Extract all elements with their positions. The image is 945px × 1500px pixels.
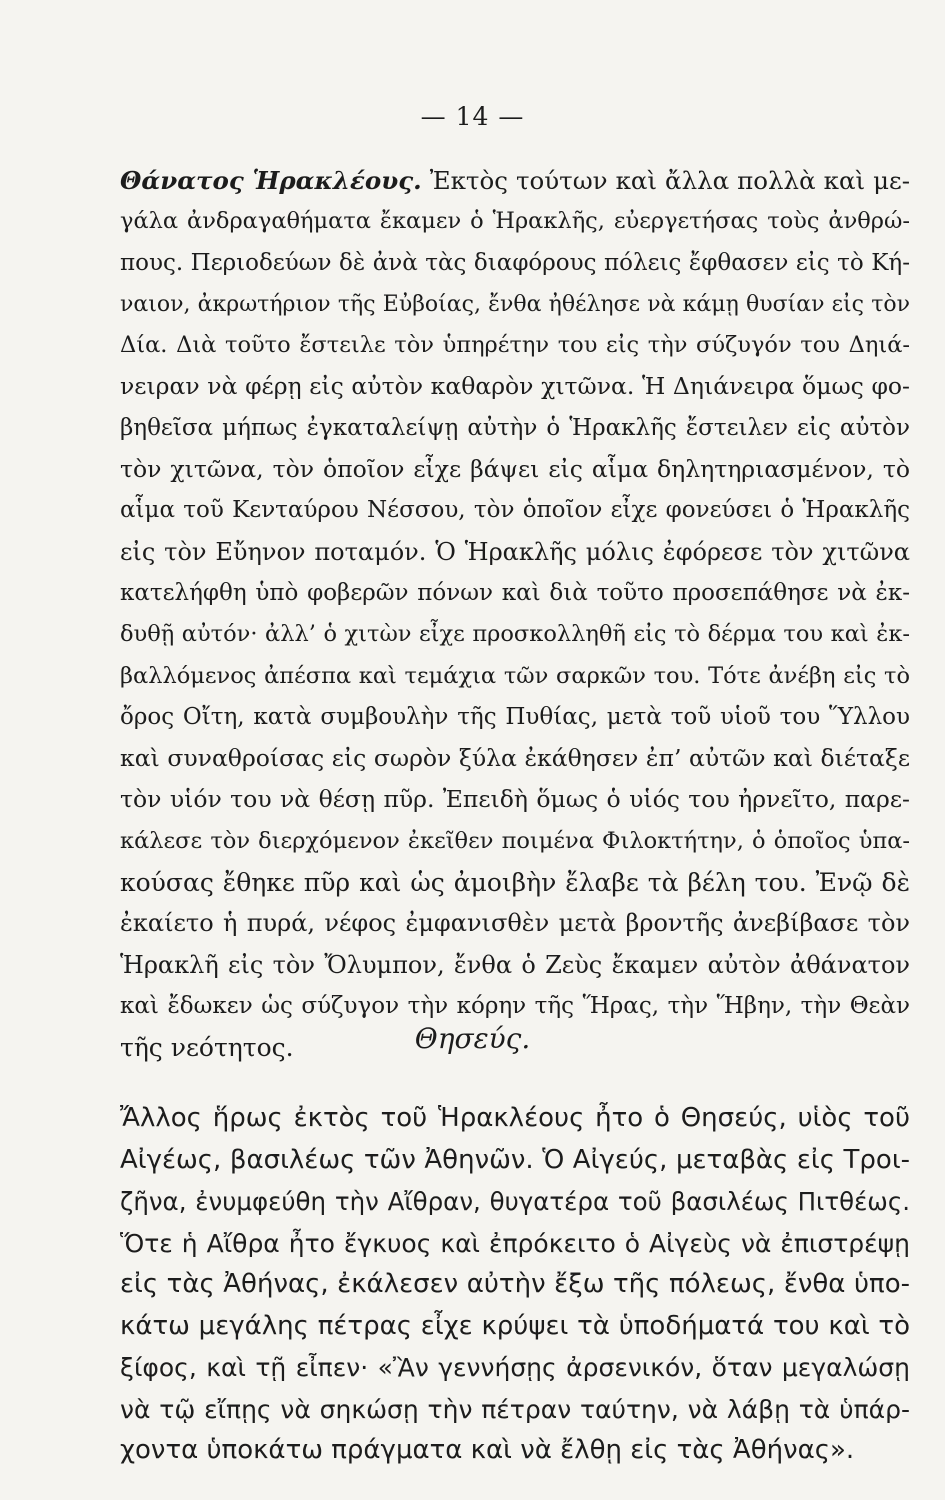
text-line-content: Ἐκτὸς τούτων καὶ ἄλλα πολλὰ καὶ με- <box>429 166 910 195</box>
text-line: καὶ συναθροίσας εἰς σωρὸν ξύλα ἐκάθησεν ἐπ’ αὐτῶν καὶ διέταξε <box>120 744 910 773</box>
text-line: χοντα ὑποκάτω πράγματα καὶ νὰ ἔλθῃ εἰς τὰς Ἀθήνας». <box>120 1435 855 1465</box>
text-line: νειραν νὰ φέρῃ εἰς αὐτὸν καθαρὸν χιτῶνα. Ἡ Δηιάνειρα ὅμως φο- <box>120 372 910 401</box>
text-line <box>120 160 910 201</box>
text-line: νὰ τῷ εἴπῃς νὰ σηκώσῃ τὴν πέτραν ταύτην, νὰ λάβῃ τὰ ὑπάρ- <box>120 1394 910 1424</box>
section-theseus-title: Θησεύς. <box>414 1022 531 1055</box>
page-number: — 14 — <box>420 102 525 131</box>
text-line: βαλλόμενος ἀπέσπα καὶ τεμάχια τῶν σαρκῶν του. Τότε ἀνέβη εἰς τὸ <box>120 662 910 689</box>
text-line: πους. Περιοδεύων δὲ ἀνὰ τὰς διαφόρους πόλεις ἔφθασεν εἰς τὸ Κή- <box>120 249 910 276</box>
text-line: γάλα ἀνδραγαθήματα ἔκαμεν ὁ Ἡρακλῆς, εὐεργετήσας τοὺς ἀνθρώ- <box>120 208 910 235</box>
text-line: ναιον, ἀκρωτήριον τῆς Εὐβοίας, ἔνθα ἠθέλησε νὰ κάμῃ θυσίαν εἰς τὸν <box>120 291 910 317</box>
text-line: ξίφος, καὶ τῇ εἶπεν· «Ἂν γεννήσῃς ἀρσενικόν, ὅταν μεγαλώσῃ <box>120 1353 910 1382</box>
text-line: κατελήφθη ὑπὸ φοβερῶν πόνων καὶ διὰ τοῦτο προσεπάθησε νὰ ἐκ- <box>120 579 910 606</box>
text-line: δυθῇ αὐτόν· ἀλλ’ ὁ χιτὼν εἶχε προσκολληθῆ εἰς τὸ δέρμα του καὶ ἐκ- <box>120 621 910 648</box>
section-heracles-text <box>120 160 910 1069</box>
text-line: ὄρος Οἴτη, κατὰ συμβουλὴν τῆς Πυθίας, μετὰ τοῦ υἱοῦ του Ὕλλου <box>120 703 910 730</box>
text-line: Ἡρακλῆ εἰς τὸν Ὄλυμπον, ἔνθα ὁ Ζεὺς ἔκαμεν αὐτὸν ἀθάνατον <box>120 950 910 979</box>
text-line: αἷμα τοῦ Κενταύρου Νέσσου, τὸν ὁποῖον εἶχε φονεύσει ὁ Ἡρακλῆς <box>120 497 910 524</box>
section-theseus-text <box>120 1098 910 1472</box>
text-line: κάτω μεγάλης πέτρας εἶχε κρύψει τὰ ὑποδήματά του καὶ τὸ <box>120 1310 910 1341</box>
text-line: ζῆνα, ἐνυμφεύθη τὴν Αἴθραν, θυγατέρα τοῦ βασιλέως Πιτθέως. <box>120 1187 910 1216</box>
text-line: ἐκαίετο ἡ πυρά, νέφος ἐμφανισθὲν μετὰ βροντῆς ἀνεβίβασε τὸν <box>120 909 910 938</box>
text-line: Ὅτε ἡ Αἴθρα ἦτο ἔγκυος καὶ ἐπρόκειτο ὁ Αἰγεὺς νὰ ἐπιστρέψῃ <box>120 1228 910 1258</box>
text-line: εἰς τὰς Ἀθήνας, ἐκάλεσεν αὐτὴν ἔξω τῆς πόλεως, ἔνθα ὑπο- <box>120 1269 910 1299</box>
text-line: τὸν χιτῶνα, τὸν ὁποῖον εἶχε βάψει εἰς αἷμα δηλητηριασμένον, τὸ <box>120 455 910 484</box>
text-line: τὸν υἱόν του νὰ θέσῃ πῦρ. Ἐπειδὴ ὅμως ὁ υἱός του ἠρνεῖτο, παρε- <box>120 785 910 814</box>
text-line: εἰς τὸν Εὔηνον ποταμόν. Ὁ Ἡρακλῆς μόλις ἐφόρεσε τὸν χιτῶνα <box>120 537 910 566</box>
text-line: Αἰγέως, βασιλέως τῶν Ἀθηνῶν. Ὁ Αἰγεύς, μεταβὰς εἰς Τροι- <box>120 1144 910 1175</box>
text-line: τῆς νεότητος. <box>120 1033 294 1063</box>
text-line: βηθεῖσα μήπως ἐγκαταλείψῃ αὐτὴν ὁ Ἡρακλῆς ἔστειλεν εἰς αὐτὸν <box>120 414 910 441</box>
text-line: Ἄλλος ἥρως ἐκτὸς τοῦ Ἡρακλέους ἦτο ὁ Θησεύς, υἱὸς τοῦ <box>120 1103 910 1133</box>
section-heracles-heading: Θάνατος Ἡρακλέους. <box>120 166 422 195</box>
text-line: καὶ ἔδωκεν ὡς σύζυγον τὴν κόρην τῆς Ἥρας, τὴν Ἥβην, τὴν Θεὰν <box>120 992 910 1019</box>
text-line: κάλεσε τὸν διερχόμενον ἐκεῖθεν ποιμένα Φιλοκτήτην, ὁ ὁποῖος ὑπα- <box>120 827 910 854</box>
text-line: κούσας ἔθηκε πῦρ καὶ ὡς ἀμοιβὴν ἔλαβε τὰ βέλη του. Ἐνῷ δὲ <box>120 868 910 898</box>
text-line: Δία. Διὰ τοῦτο ἔστειλε τὸν ὑπηρέτην του εἰς τὴν σύζυγόν του Δηιά- <box>120 332 910 359</box>
